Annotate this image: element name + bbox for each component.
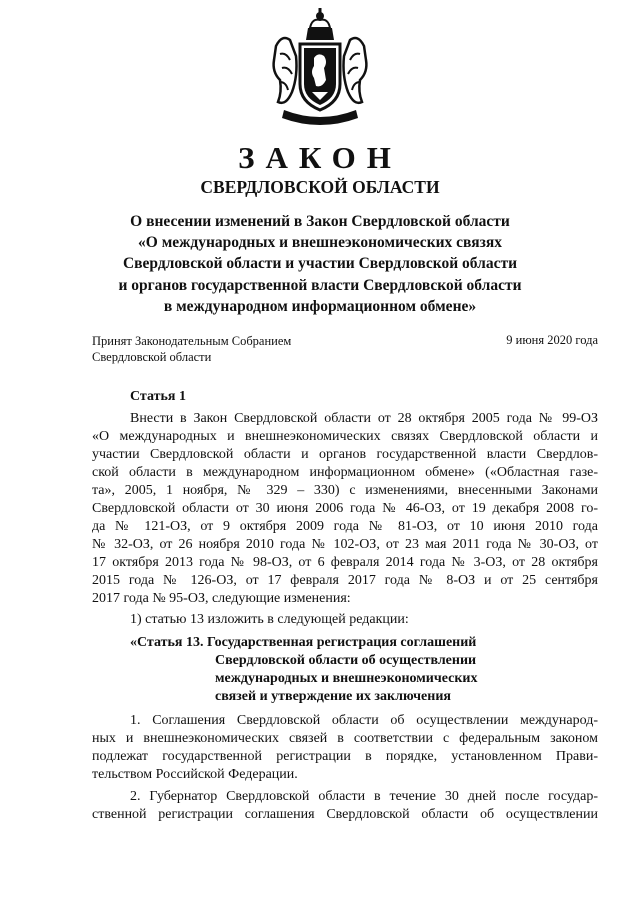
law-subtitle: СВЕРДЛОВСКОЙ ОБЛАСТИ <box>200 177 440 197</box>
body-line: «О международных и внешнеэкономических связях Свердловской области и <box>92 429 598 444</box>
article-13-heading-line: связей и утверждение их заключения <box>215 689 451 704</box>
body-line: подлежат государственной регистрации в порядке, установленном Прави- <box>92 749 598 764</box>
paragraph-1 <box>92 712 598 784</box>
body-line: 2. Губернатор Свердловской области в течение 30 дней после государ- <box>130 789 598 804</box>
article-13-heading-line: Свердловской области об осуществлении <box>215 653 477 668</box>
article-1-body <box>92 410 598 608</box>
body-line: ственной регистрации соглашения Свердловской области об осуществлении <box>92 807 598 822</box>
body-line: участии Свердловской области и органов государственной власти Свердлов- <box>92 447 598 462</box>
article-13-heading-line: «Статья 13. Государственная регистрация соглашений <box>130 635 477 650</box>
article-13-heading <box>130 634 477 706</box>
document-title-line: в международном информационном обмене» <box>163 297 477 315</box>
adopted-by-line: Свердловской области <box>92 350 212 364</box>
body-line: ской области в международном информационном обмене» («Областная газе- <box>92 465 598 480</box>
body-line: 2017 года № 95-ОЗ, следующие изменения: <box>92 591 351 606</box>
body-line: Внести в Закон Свердловской области от 28 октября 2005 года № 99-ОЗ <box>130 411 598 426</box>
law-title: ЗАКОН <box>238 140 402 175</box>
adopted-by <box>92 333 291 365</box>
body-line: Свердловской области от 30 июня 2006 года № 46-ОЗ, от 19 декабря 2008 го- <box>92 501 598 516</box>
document-title-line: О внесении изменений в Закон Свердловской области <box>130 213 510 230</box>
body-line: та», 2005, 1 ноября, № 329 – 330) с изменениями, внесенными Законами <box>92 483 598 498</box>
article-13-heading-line: международных и внешнеэкономических <box>215 671 478 686</box>
article-1-title: Статья 1 <box>130 389 186 404</box>
body-line: да № 121-ОЗ, от 9 октября 2009 года № 81-ОЗ, от 10 июня 2010 года <box>92 519 598 534</box>
document-title-line: и органов государственной власти Свердловской области <box>118 276 522 294</box>
adoption-date: 9 июня 2020 года <box>506 333 598 347</box>
body-line: 17 октября 2013 года № 98-ОЗ, от 6 февраля 2014 года № 3-ОЗ, от 28 октября <box>92 555 598 570</box>
body-line: 2015 года № 126-ОЗ, от 17 февраля 2017 года № 8-ОЗ и от 25 сентября <box>92 573 598 588</box>
coat-of-arms-emblem <box>268 6 372 128</box>
item-1-text: 1) статью 13 изложить в следующей редакции: <box>130 612 409 627</box>
body-line: тельством Российской Федерации. <box>92 767 298 782</box>
document-title-line: «О международных и внешнеэкономических связях <box>138 234 502 252</box>
document-title-line: Свердловской области и участии Свердловской области <box>122 255 518 273</box>
body-line: № 32-ОЗ, от 26 ноября 2010 года № 102-ОЗ, от 23 мая 2011 года № 30-ОЗ, от <box>92 537 598 552</box>
body-line: 1. Соглашения Свердловской области об осуществлении международ- <box>130 713 598 728</box>
document-title <box>0 211 640 317</box>
adopted-by-line: Принят Законодательным Собранием <box>92 334 292 348</box>
paragraph-2 <box>92 788 598 824</box>
body-line: ных и внешнеэкономических связей в соответствии с федеральным законом <box>92 731 598 746</box>
item-1 <box>92 611 598 629</box>
